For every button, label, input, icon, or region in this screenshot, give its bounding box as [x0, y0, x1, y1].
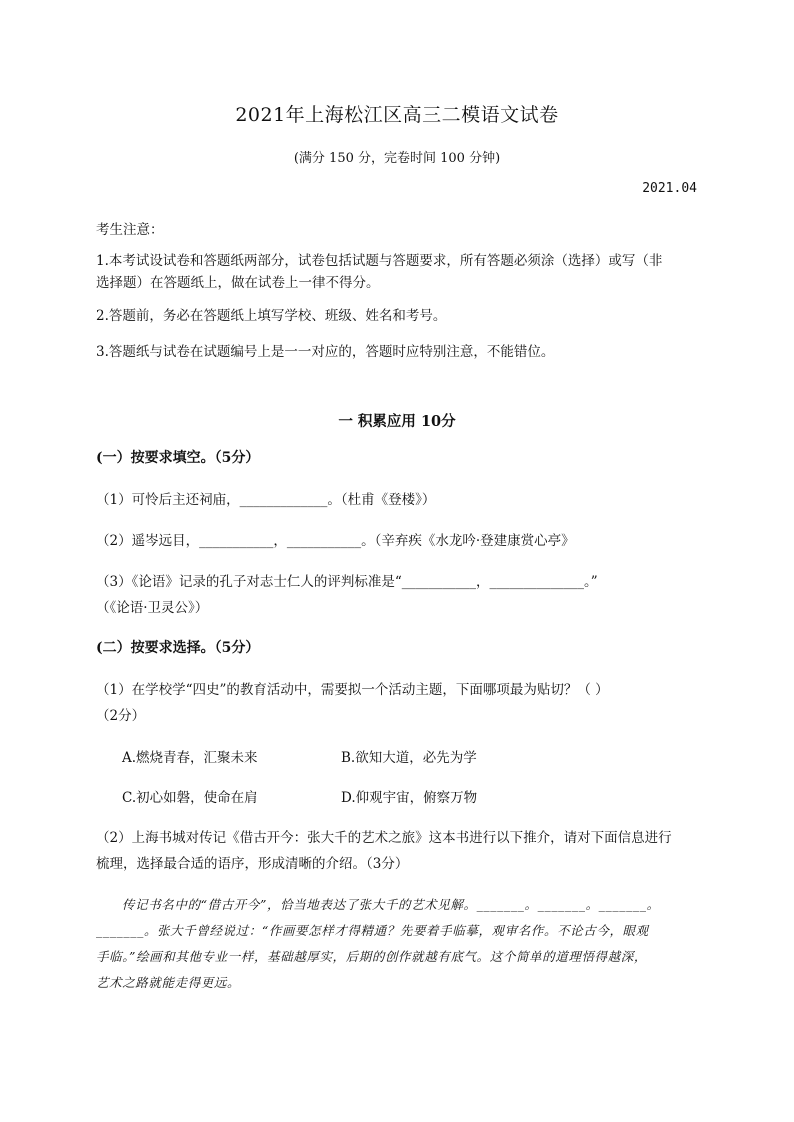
notice-item-1-line-2: 选择题）在答题纸上，做在试卷上一律不得分。	[96, 275, 380, 291]
passage-line-3: 手临。”绘画和其他专业一样，基础越厚实，后期的创作就越有底气。这个简单的道理悟得越深，	[96, 949, 647, 964]
question-choice-2-line-1: （2）上海书城对传记《借古开今：张大千的艺术之旅》这本书进行以下推介，请对下面信息进行	[96, 830, 672, 846]
question-fill-3-line-1: （3）《论语》记录的孔子对志士仁人的评判标准是“___________，______________。”	[96, 574, 598, 590]
question-choice-2-line-2: 梳理，选择最合适的语序，形成清晰的介绍。（3分）	[96, 856, 409, 872]
notice-item-1-line-1: 1.本考试设试卷和答题纸两部分，试卷包括试题与答题要求，所有答题必须涂（选择）或写（非	[96, 253, 663, 269]
option-b: B.欲知大道，必先为学	[341, 750, 477, 766]
question-fill-3-line-2: （《论语·卫灵公》）	[96, 600, 209, 616]
exam-date: 2021.04	[642, 181, 697, 196]
exam-info: (满分 150 分，完卷时间 100 分钟)	[293, 151, 501, 166]
page-title: 2021年上海松江区高三二模语文试卷	[235, 104, 559, 126]
question-choice-1-line-1: （1）在学校学“四史”的教育活动中，需要拟一个活动主题，下面哪项最为贴切？（ ）	[96, 682, 609, 698]
notice-item-3: 3.答题纸与试卷在试题编号上是一一对应的，答题时应特别注意，不能错位。	[96, 344, 555, 360]
passage-line-4: 艺术之路就能走得更远。	[96, 975, 241, 990]
notice-heading: 考生注意：	[96, 222, 164, 238]
part1-heading: (一）按要求填空。（5分）	[96, 450, 260, 466]
question-choice-1-line-2: （2分）	[96, 708, 146, 724]
notice-item-2: 2.答题前，务必在答题纸上填写学校、班级、姓名和考号。	[96, 308, 447, 324]
option-a: A.燃烧青春，汇聚未来	[122, 750, 258, 766]
option-d: D.仰观宇宙，俯察万物	[341, 790, 478, 806]
question-fill-1: （1）可怜后主还祠庙，_____________。（杜甫《登楼》）	[96, 492, 436, 508]
question-fill-2: （2）遥岑远目，___________，___________。（辛弃疾《水龙吟·登建康赏心亭》	[96, 533, 575, 549]
passage-line-1: 传记书名中的“借古开今”，恰当地表达了张大千的艺术见解。_______。_______。_______。	[122, 897, 660, 912]
passage-line-2: _______。张大千曾经说过：“作画要怎样才得精通？先要着手临摹，观审名作。不论古今，眼观	[96, 923, 649, 938]
part2-heading: (二）按要求选择。（5分）	[96, 640, 260, 656]
option-c: C.初心如磐，使命在肩	[122, 790, 258, 806]
section-title: 一 积累应用 10分	[338, 413, 456, 430]
